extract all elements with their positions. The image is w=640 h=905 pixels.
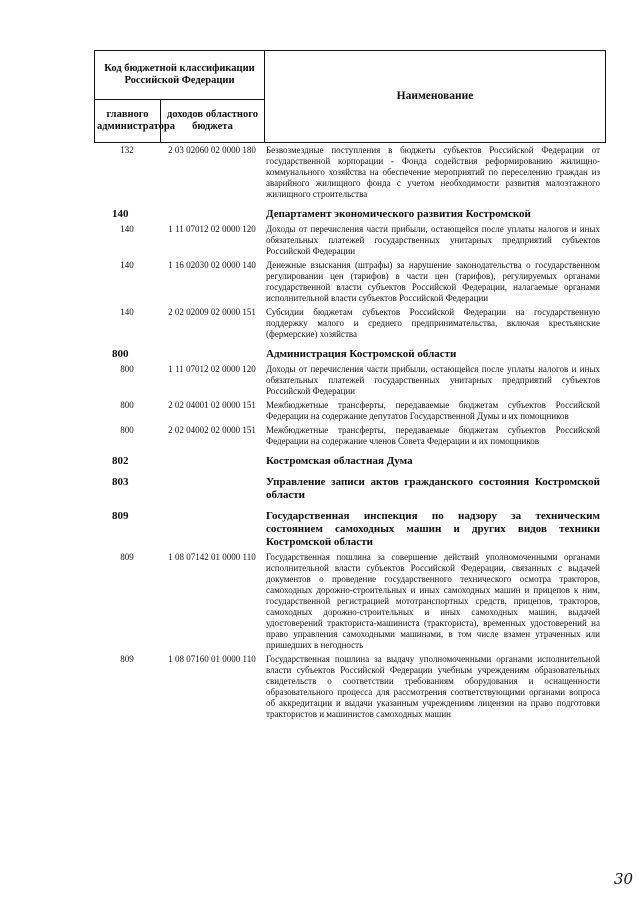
name-cell: Межбюджетные трансферты, передаваемые бюджетам субъектов Российской Федерации на содержание членов Совета Федерации и их помощников	[266, 425, 600, 446]
admin-code-cell: 800	[120, 425, 134, 435]
name-cell: Государственная пошлина за выдачу уполномоченными органами исполнительной власти субъектов Российской Федерации учебным учреждениям образовательных свидетельств о соответствии требованиям оборудования и оснащенности образовательного процесса для рассмотрения соответствующими органами вопроса об аккредитации и выдачи указанным учреждениям лицензии на право подготовки трактористов и машинистов самоходных машин	[266, 654, 600, 719]
table-row	[94, 654, 606, 720]
department-row	[94, 348, 606, 361]
name-cell: Денежные взыскания (штрафы) за нарушение законодательства о государственном регулировании цен (тарифов) в части цен (тарифов), регулируемых органами государственной власти субъектов Российской Федерации, налагаемые органами исполнительной власти субъектов Российской Федерации	[266, 260, 600, 303]
name-cell: Доходы от перечисления части прибыли, остающейся после уплаты налогов и иных обязательных платежей государственных унитарных предприятий субъектов Российской Федерации	[266, 364, 600, 396]
admin-code-cell: 800	[112, 348, 129, 360]
income-code-cell	[160, 476, 264, 502]
name-cell: Субсидии бюджетам субъектов Российской Федерации на государственную поддержку малого и среднего предпринимательства, включая крестьянские (фермерские) хозяйства	[266, 307, 600, 339]
income-code-cell	[160, 208, 264, 221]
name-cell: Департамент экономического развития Костромской	[266, 208, 531, 220]
income-code-cell: 2 02 02009 02 0000 151	[168, 307, 256, 317]
income-code-cell: 1 08 07160 01 0000 110	[168, 654, 256, 664]
admin-code-cell: 132	[120, 145, 134, 155]
admin-code-cell: 800	[120, 364, 134, 374]
table-body	[94, 145, 606, 720]
table-row	[94, 260, 606, 304]
department-row	[94, 510, 606, 549]
name-cell: Доходы от перечисления части прибыли, остающейся после уплаты налогов и иных обязательных платежей государственных унитарных предприятий субъектов Российской Федерации	[266, 224, 600, 256]
income-code-cell: 1 16 02030 02 0000 140	[168, 260, 256, 270]
income-code-cell: 2 03 02060 02 0000 180	[168, 145, 256, 155]
income-code-cell: 1 11 07012 02 0000 120	[168, 224, 256, 234]
admin-code-cell: 140	[120, 224, 134, 234]
admin-code-cell: 140	[120, 307, 134, 317]
admin-code-cell: 809	[120, 654, 134, 664]
table-row	[94, 552, 606, 651]
department-row	[94, 455, 606, 468]
department-row	[94, 208, 606, 221]
admin-code-cell: 809	[112, 510, 129, 522]
income-code-cell	[160, 455, 264, 468]
admin-code-cell: 140	[120, 260, 134, 270]
budget-code-header: Код бюджетной классификации Российской Федерации	[95, 51, 265, 100]
income-code-cell: 2 02 04001 02 0000 151	[168, 400, 256, 410]
income-code-cell	[160, 348, 264, 361]
name-cell: Управление записи актов гражданского состояния Костромской области	[266, 476, 600, 501]
table-row	[94, 307, 606, 340]
table-row	[94, 224, 606, 257]
income-column-header: доходов областного бюджета	[161, 100, 265, 143]
income-code-cell: 2 02 04002 02 0000 151	[168, 425, 256, 435]
admin-code-cell: 809	[120, 552, 134, 562]
admin-code-cell: 803	[112, 476, 129, 488]
name-cell: Межбюджетные трансферты, передаваемые бюджетам субъектов Российской Федерации на содержание депутатов Государственной Думы и их помощников	[266, 400, 600, 421]
table-row	[94, 400, 606, 422]
name-cell: Государственная пошлина за совершение действий уполномоченными органами исполнительной власти субъектов Российской Федерации, связанных с выдачей документов о проведение государственного технического осмотра тракторов, самоходных дорожно-строительных и иных самоходных машин и прицепов к ним, государственной регистрацией мототранспортных средств, прицепов, тракторов, самоходных дорожно-строительных и иных самоходных машин, выдачей удостоверений тракториста-машиниста (тракториста), временных удостоверений на право управления самоходными машинами, в том числе взамен утраченных или пришедших в негодность	[266, 552, 600, 650]
table-row	[94, 364, 606, 397]
name-cell: Безвозмездные поступления в бюджеты субъектов Российской Федерации от государственной корпорации - Фонда содействия реформированию жилищно-коммунального хозяйства на обеспечение мероприятий по переселению граждан из аварийного жилищного фонда с учетом необходимости развития малоэтажного жилищного строительства	[266, 145, 600, 199]
name-cell: Государственная инспекция по надзору за техническим состоянием самоходных машин и других видов техники Костромской области	[266, 510, 600, 548]
page-number: 30	[614, 870, 634, 888]
table-row	[94, 425, 606, 447]
income-code-cell	[160, 510, 264, 549]
table-header	[94, 50, 606, 143]
admin-code-cell: 800	[120, 400, 134, 410]
name-cell: Костромская областная Дума	[266, 455, 413, 467]
name-column-header: Наименование	[265, 51, 606, 143]
income-code-cell: 1 11 07012 02 0000 120	[168, 364, 256, 374]
table-row	[94, 145, 606, 200]
document-page	[94, 50, 606, 720]
admin-column-header: главного администратора	[95, 100, 161, 143]
admin-code-cell: 802	[112, 455, 129, 467]
income-code-cell: 1 08 07142 01 0000 110	[168, 552, 256, 562]
admin-code-cell: 140	[112, 208, 129, 220]
name-cell: Администрация Костромской области	[266, 348, 457, 360]
department-row	[94, 476, 606, 502]
